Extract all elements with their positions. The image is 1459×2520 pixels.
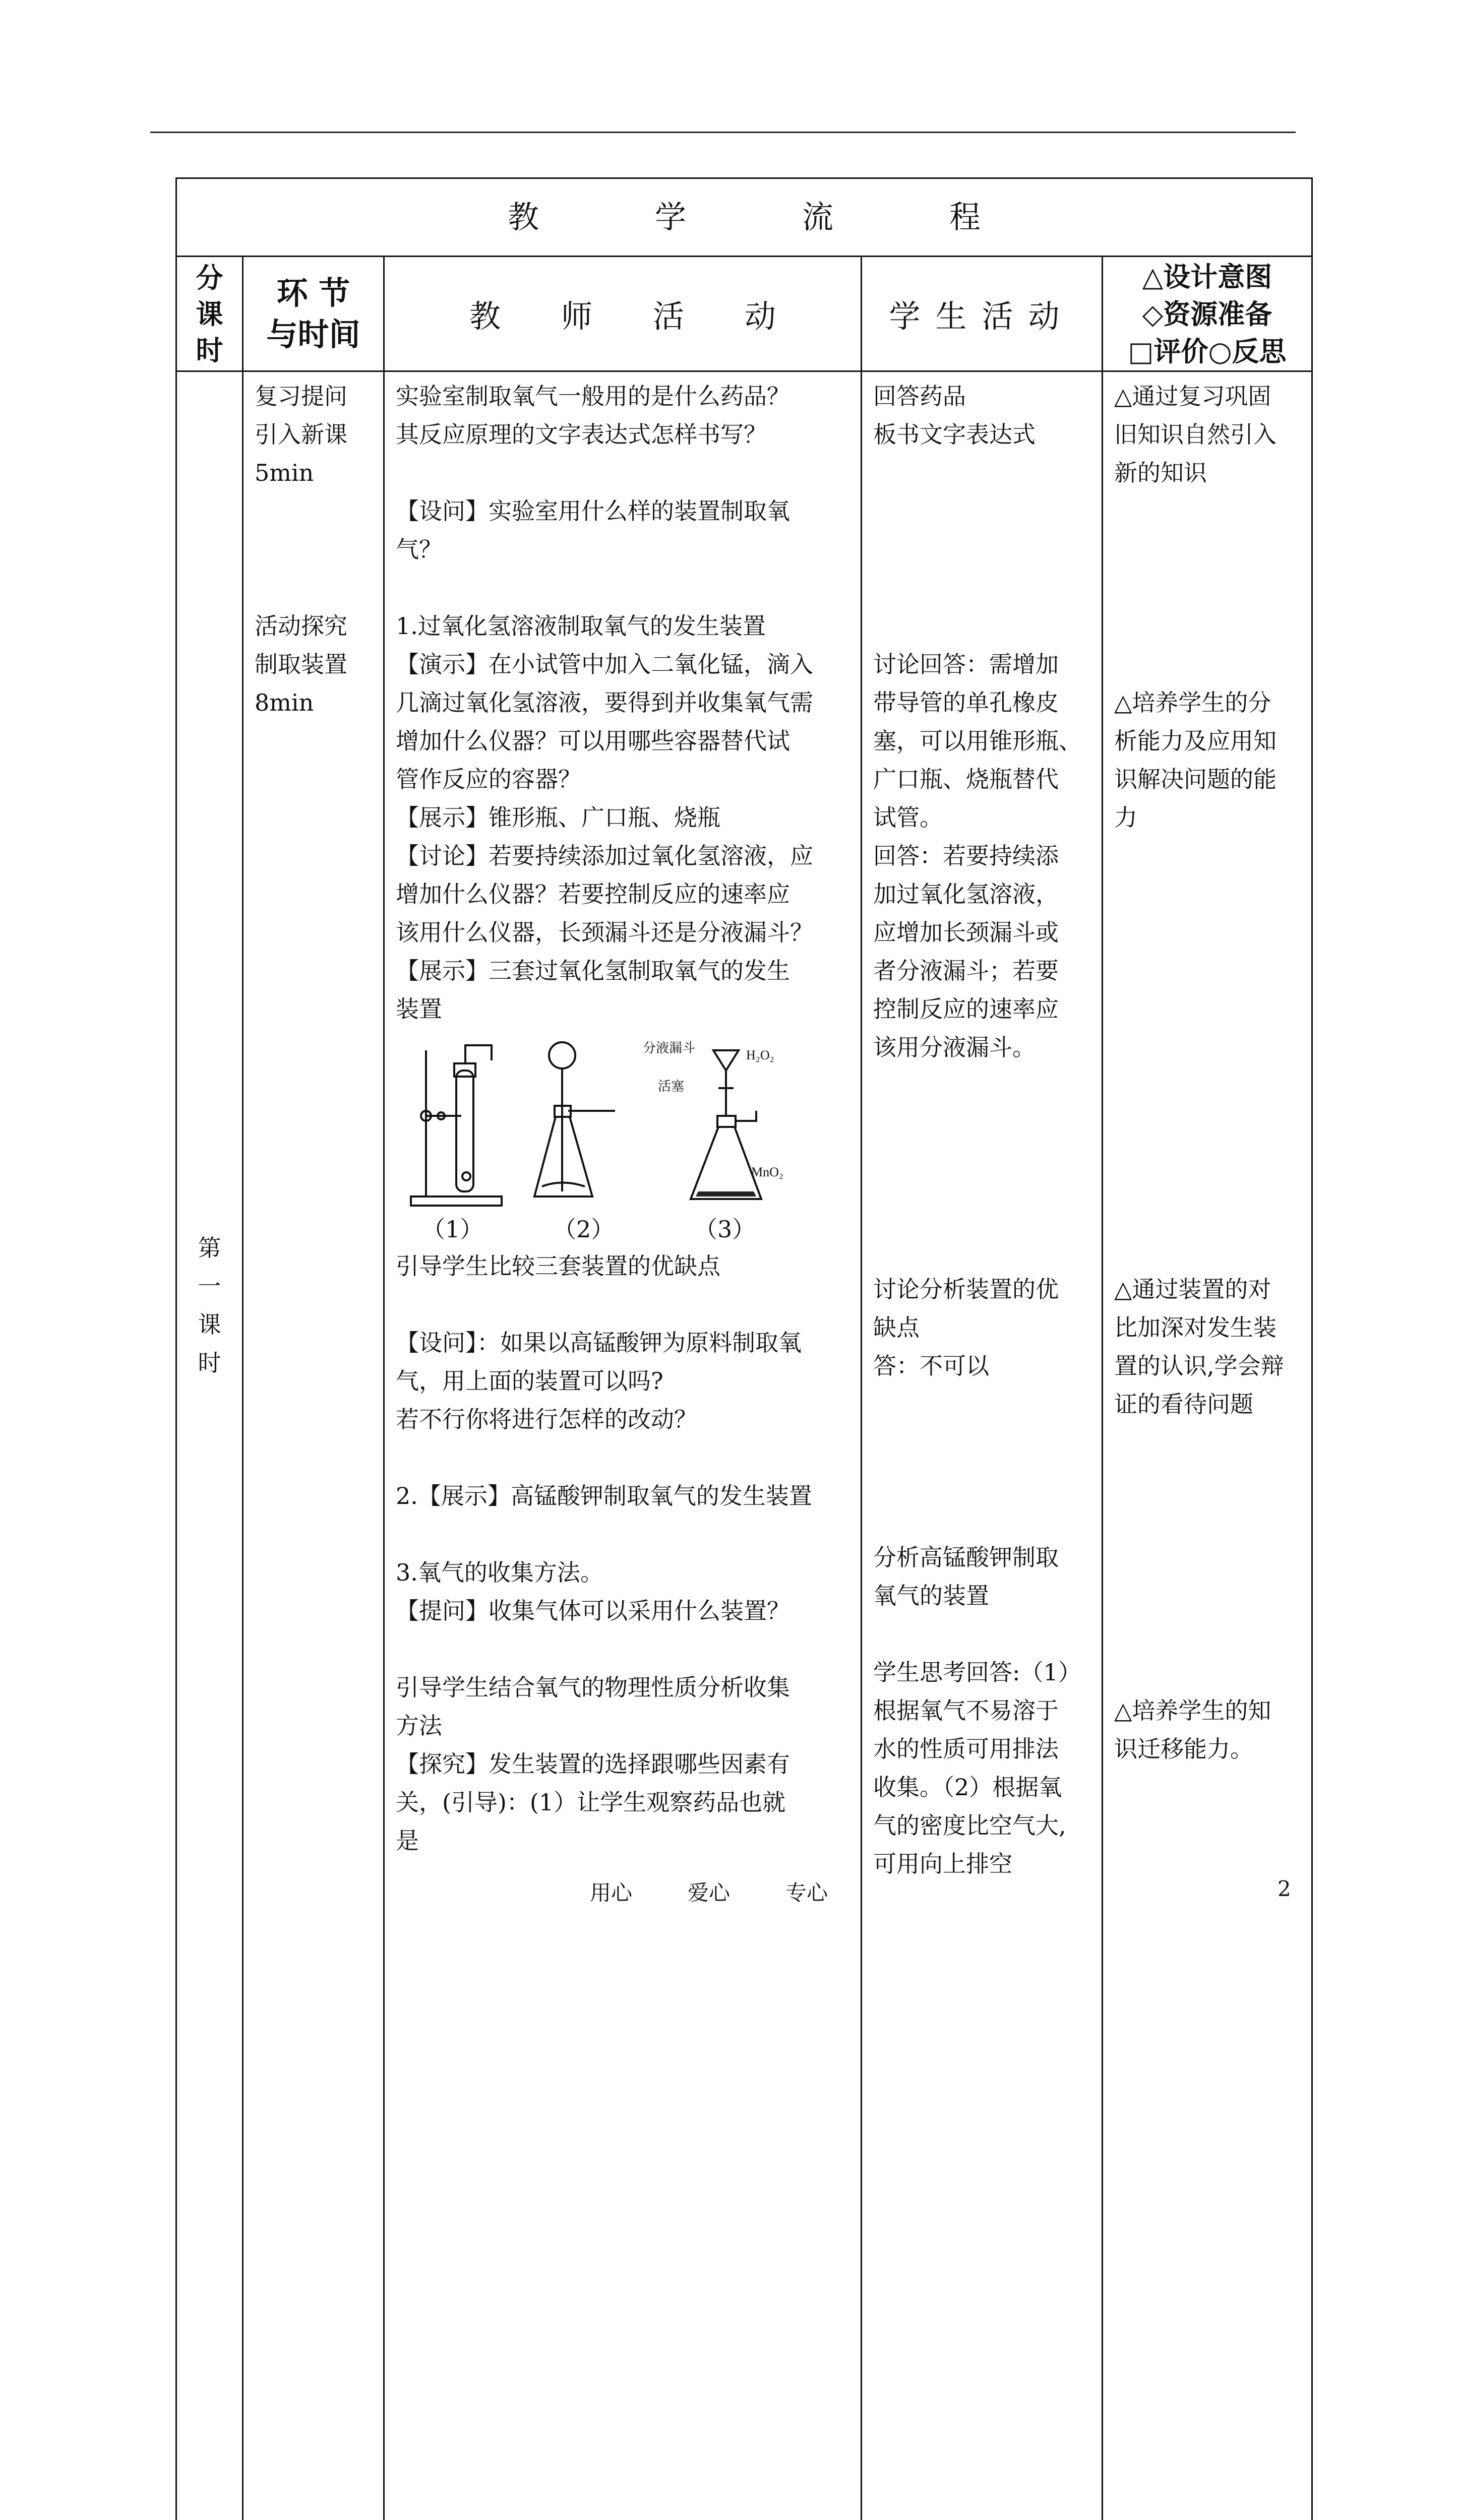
design-line: 比加深对发生装 xyxy=(1114,1308,1302,1347)
header-lesson xyxy=(176,257,243,371)
test-tube-stand-icon xyxy=(406,1040,507,1212)
teacher-line: 【设问】实验室用什么样的装置制取氧 xyxy=(396,492,852,530)
teacher-line: 引导学生结合氧气的物理性质分析收集 xyxy=(396,1668,852,1707)
student-line: 控制反应的速率应 xyxy=(873,990,1092,1028)
phase-line: 8min xyxy=(255,683,374,722)
design-line: 置的认识,学会辩 xyxy=(1114,1347,1302,1385)
figure-caption: （1） xyxy=(422,1212,553,1247)
teacher-line: 增加什么仪器？可以用哪些容器替代试 xyxy=(396,722,852,760)
header-lesson-line: 分 xyxy=(177,260,242,296)
header-design xyxy=(1103,257,1312,371)
lesson-label-char: 课 xyxy=(177,1305,242,1344)
figure-captions xyxy=(396,1212,852,1247)
teacher-line: 【提问】收集气体可以采用什么装置？ xyxy=(396,1592,852,1630)
phase-line: 复习提问 xyxy=(255,377,374,415)
teacher-line: 【设问】：如果以高锰酸钾为原料制取氧 xyxy=(396,1324,852,1362)
header-rule xyxy=(150,132,1296,133)
student-line: 试管。 xyxy=(873,798,1092,837)
conical-flask-funnel-icon xyxy=(527,1040,623,1212)
student-line: 回答：若要持续添 xyxy=(873,837,1092,875)
teacher-line: 气，用上面的装置可以吗? xyxy=(396,1362,852,1400)
header-phase-line: 与时间 xyxy=(244,314,383,355)
teacher-line: 关，(引导)：(1）让学生观察药品也就 xyxy=(396,1783,852,1821)
teacher-line: 该用什么仪器，长颈漏斗还是分液漏斗？ xyxy=(396,913,852,952)
header-design-line: ◇资源准备 xyxy=(1103,295,1311,333)
student-line: 讨论回答：需增加 xyxy=(873,645,1092,683)
header-student: 学生活动 xyxy=(862,257,1103,371)
design-intent-cell xyxy=(1103,371,1312,2520)
teacher-line: 2.【展示】高锰酸钾制取氧气的发生装置 xyxy=(396,1477,852,1515)
student-line: 水的性质可用排法 xyxy=(873,1730,1092,1768)
design-line: △培养学生的知 xyxy=(1114,1691,1302,1730)
phase-line: 制取装置 xyxy=(255,645,374,683)
header-lesson-line: 课 xyxy=(177,296,242,332)
student-line: 应增加长颈漏斗或 xyxy=(873,913,1092,952)
separating-funnel-flask-icon xyxy=(643,1040,804,1212)
design-line: 力 xyxy=(1114,798,1302,837)
student-activity-cell xyxy=(862,371,1103,2520)
student-line: 答：不可以 xyxy=(873,1347,1092,1385)
student-line: 加过氧化氢溶液， xyxy=(873,875,1092,913)
design-line: 旧知识自然引入 xyxy=(1114,415,1302,454)
phase-line: 引入新课 xyxy=(255,415,374,454)
lesson-label-char: 时 xyxy=(177,1344,242,1382)
student-line: 根据氧气不易溶于 xyxy=(873,1691,1092,1730)
teacher-line: 是 xyxy=(396,1821,852,1860)
student-line: 分析高锰酸钾制取 xyxy=(873,1538,1092,1577)
footer-motto-item: 专心 xyxy=(785,1876,828,1907)
teacher-line: 几滴过氧化氢溶液，要得到并收集氧气需 xyxy=(396,683,852,722)
page-number: 2 xyxy=(1278,1876,1291,1901)
lesson-label-char: 一 xyxy=(177,1267,242,1305)
student-line: 该用分液漏斗。 xyxy=(873,1028,1092,1066)
apparatus-3-figure xyxy=(643,1040,804,1212)
teacher-line: 方法 xyxy=(396,1707,852,1745)
design-line: 析能力及应用知 xyxy=(1114,722,1302,760)
teacher-line: 引导学生比较三套装置的优缺点 xyxy=(396,1247,852,1285)
student-line: 学生思考回答:（1） xyxy=(873,1653,1092,1691)
teacher-line: 【探究】发生装置的选择跟哪些因素有 xyxy=(396,1745,852,1783)
teacher-line: 【讨论】若要持续添加过氧化氢溶液，应 xyxy=(396,837,852,875)
phase-cell xyxy=(243,371,384,2520)
design-line: 新的知识 xyxy=(1114,454,1302,492)
student-line: 氧气的装置 xyxy=(873,1577,1092,1615)
table-title: 教学流程 xyxy=(392,199,1097,235)
apparatus-1-figure xyxy=(406,1040,507,1212)
design-line: 识解决问题的能 xyxy=(1114,760,1302,798)
teacher-line: 管作反应的容器？ xyxy=(396,760,852,798)
design-line: △通过装置的对 xyxy=(1114,1270,1302,1308)
teacher-line: 气？ xyxy=(396,530,852,569)
mno2-label: MnO₂ xyxy=(751,1165,783,1179)
teacher-line: 【展示】三套过氧化氢制取氧气的发生 xyxy=(396,952,852,990)
header-design-line: △设计意图 xyxy=(1103,258,1311,295)
footer-motto-item: 爱心 xyxy=(688,1876,730,1907)
design-line: 证的看待问题 xyxy=(1114,1385,1302,1423)
student-line: 讨论分析装置的优 xyxy=(873,1270,1092,1308)
student-line: 回答药品 xyxy=(873,377,1092,415)
lesson-label-cell xyxy=(176,371,243,2520)
teacher-line: 增加什么仪器？若要控制反应的速率应 xyxy=(396,875,852,913)
table-title-cell xyxy=(176,178,1312,257)
phase-line: 5min xyxy=(255,454,374,492)
footer-motto xyxy=(590,1876,828,1907)
teacher-line: 装置 xyxy=(396,990,852,1028)
header-design-line: □评价○反思 xyxy=(1103,333,1311,370)
student-line: 者分液漏斗；若要 xyxy=(873,952,1092,990)
design-line: 识迁移能力。 xyxy=(1114,1730,1302,1768)
teacher-line: 其反应原理的文字表达式怎样书写？ xyxy=(396,415,852,454)
figure-caption: （3） xyxy=(694,1212,755,1247)
teacher-line: 1.过氧化氢溶液制取氧气的发生装置 xyxy=(396,607,852,645)
student-line: 收集。（2）根据氧 xyxy=(873,1768,1092,1806)
stopcock-label: 活塞 xyxy=(658,1079,684,1094)
teaching-flow-table xyxy=(175,177,1313,2520)
apparatus-figures xyxy=(396,1040,852,1212)
teacher-line: 【演示】在小试管中加入二氧化锰，滴入 xyxy=(396,645,852,683)
student-line: 缺点 xyxy=(873,1308,1092,1347)
student-line: 广口瓶、烧瓶替代 xyxy=(873,760,1092,798)
apparatus-2-figure xyxy=(527,1040,623,1212)
teacher-line: 实验室制取氧气一般用的是什么药品？ xyxy=(396,377,852,415)
teacher-line: 若不行你将进行怎样的改动？ xyxy=(396,1400,852,1438)
funnel-label: 分液漏斗 xyxy=(643,1041,695,1055)
student-line: 可用向上排空 xyxy=(873,1845,1092,1883)
student-line: 塞，可以用锥形瓶、 xyxy=(873,722,1092,760)
student-line: 气的密度比空气大, xyxy=(873,1806,1092,1845)
design-line: △通过复习巩固 xyxy=(1114,377,1302,415)
header-lesson-line: 时 xyxy=(177,332,242,368)
footer-motto-item: 用心 xyxy=(590,1876,632,1907)
header-teacher: 教师活动 xyxy=(384,257,862,371)
student-line: 板书文字表达式 xyxy=(873,415,1092,454)
student-line: 带导管的单孔橡皮 xyxy=(873,683,1092,722)
header-phase-line: 环 节 xyxy=(244,273,383,314)
design-line: △培养学生的分 xyxy=(1114,683,1302,722)
header-phase xyxy=(243,257,384,371)
teacher-line: 【展示】锥形瓶、广口瓶、烧瓶 xyxy=(396,798,852,837)
phase-line: 活动探究 xyxy=(255,607,374,645)
teacher-line: 3.氧气的收集方法。 xyxy=(396,1553,852,1592)
lesson-label-char: 第 xyxy=(177,1229,242,1267)
figure-caption: （2） xyxy=(553,1212,694,1247)
teacher-activity-cell xyxy=(384,371,862,2520)
h2o2-label: H₂O₂ xyxy=(746,1048,774,1062)
